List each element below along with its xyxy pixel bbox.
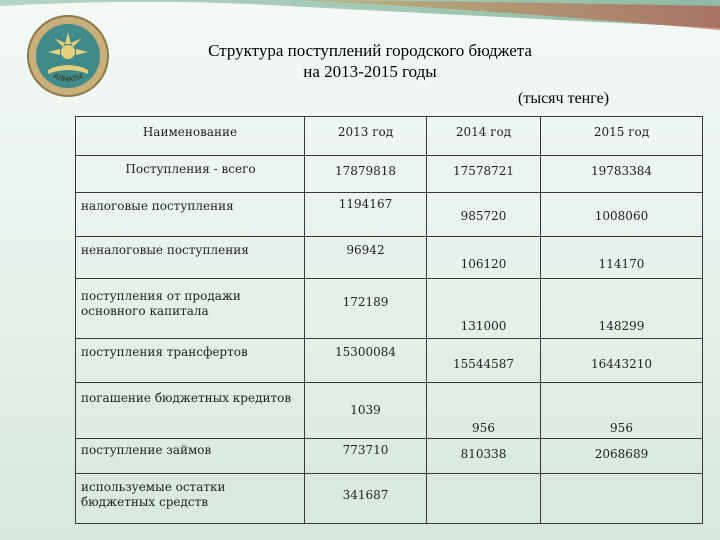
value-2013: 1194167: [338, 197, 393, 211]
units-note: (тысяч тенге): [518, 90, 610, 107]
value-2013: 773710: [342, 443, 389, 457]
value-2014: 106120: [460, 257, 507, 271]
value-2014: 956: [472, 421, 495, 435]
row-name: Поступления - всего: [76, 156, 305, 193]
title-line-1: Структура поступлений городского бюджета: [208, 41, 532, 60]
value-2013: 341687: [342, 488, 389, 502]
value-2015: 16443210: [590, 357, 653, 371]
value-2013: 172189: [342, 295, 389, 309]
value-2014: 810338: [460, 447, 507, 461]
value-2013: 17879818: [334, 164, 397, 178]
header-name: Наименование: [76, 117, 305, 156]
row-name: погашение бюджетных кредитов: [76, 383, 305, 439]
header-2014: 2014 год: [427, 117, 541, 156]
table-row: [76, 193, 703, 237]
value-2013: 15300084: [334, 345, 397, 359]
value-2015: 19783384: [590, 164, 653, 178]
value-2015: 148299: [598, 319, 645, 333]
emblem-text: АЛМАТЫ: [52, 72, 84, 84]
value-2015: 2068689: [594, 447, 649, 461]
row-name: поступления от продажи основного капитала: [76, 279, 305, 339]
value-2015: 1008060: [594, 209, 649, 223]
header-row: [76, 117, 703, 156]
city-emblem: [26, 14, 110, 98]
row-name: неналоговые поступления: [76, 237, 305, 279]
row-name: поступление займов: [76, 439, 305, 474]
value-2013: 96942: [346, 243, 385, 257]
value-2013: 1039: [350, 403, 381, 417]
row-name: налоговые поступления: [76, 193, 305, 237]
row-name: поступления трансфертов: [76, 339, 305, 383]
budget-table: [75, 116, 703, 524]
title-line-2: на 2013-2015 годы: [303, 62, 437, 81]
table-row: [76, 383, 703, 439]
table-row: [76, 279, 703, 339]
table-row: [76, 339, 703, 383]
header-2015: 2015 год: [541, 117, 703, 156]
value-2014: 17578721: [452, 164, 515, 178]
table-row: [76, 439, 703, 474]
value-2014: 985720: [460, 209, 507, 223]
table-row: [76, 237, 703, 279]
table-row: [76, 474, 703, 524]
value-2014: 131000: [460, 319, 507, 333]
header-2013: 2013 год: [305, 117, 427, 156]
table-row: [76, 156, 703, 193]
row-name: используемые остатки бюджетных средств: [76, 474, 305, 524]
value-2015: 956: [610, 421, 633, 435]
value-2015: 114170: [598, 257, 645, 271]
slide-title: [120, 40, 620, 82]
value-2014: 15544587: [452, 357, 515, 371]
